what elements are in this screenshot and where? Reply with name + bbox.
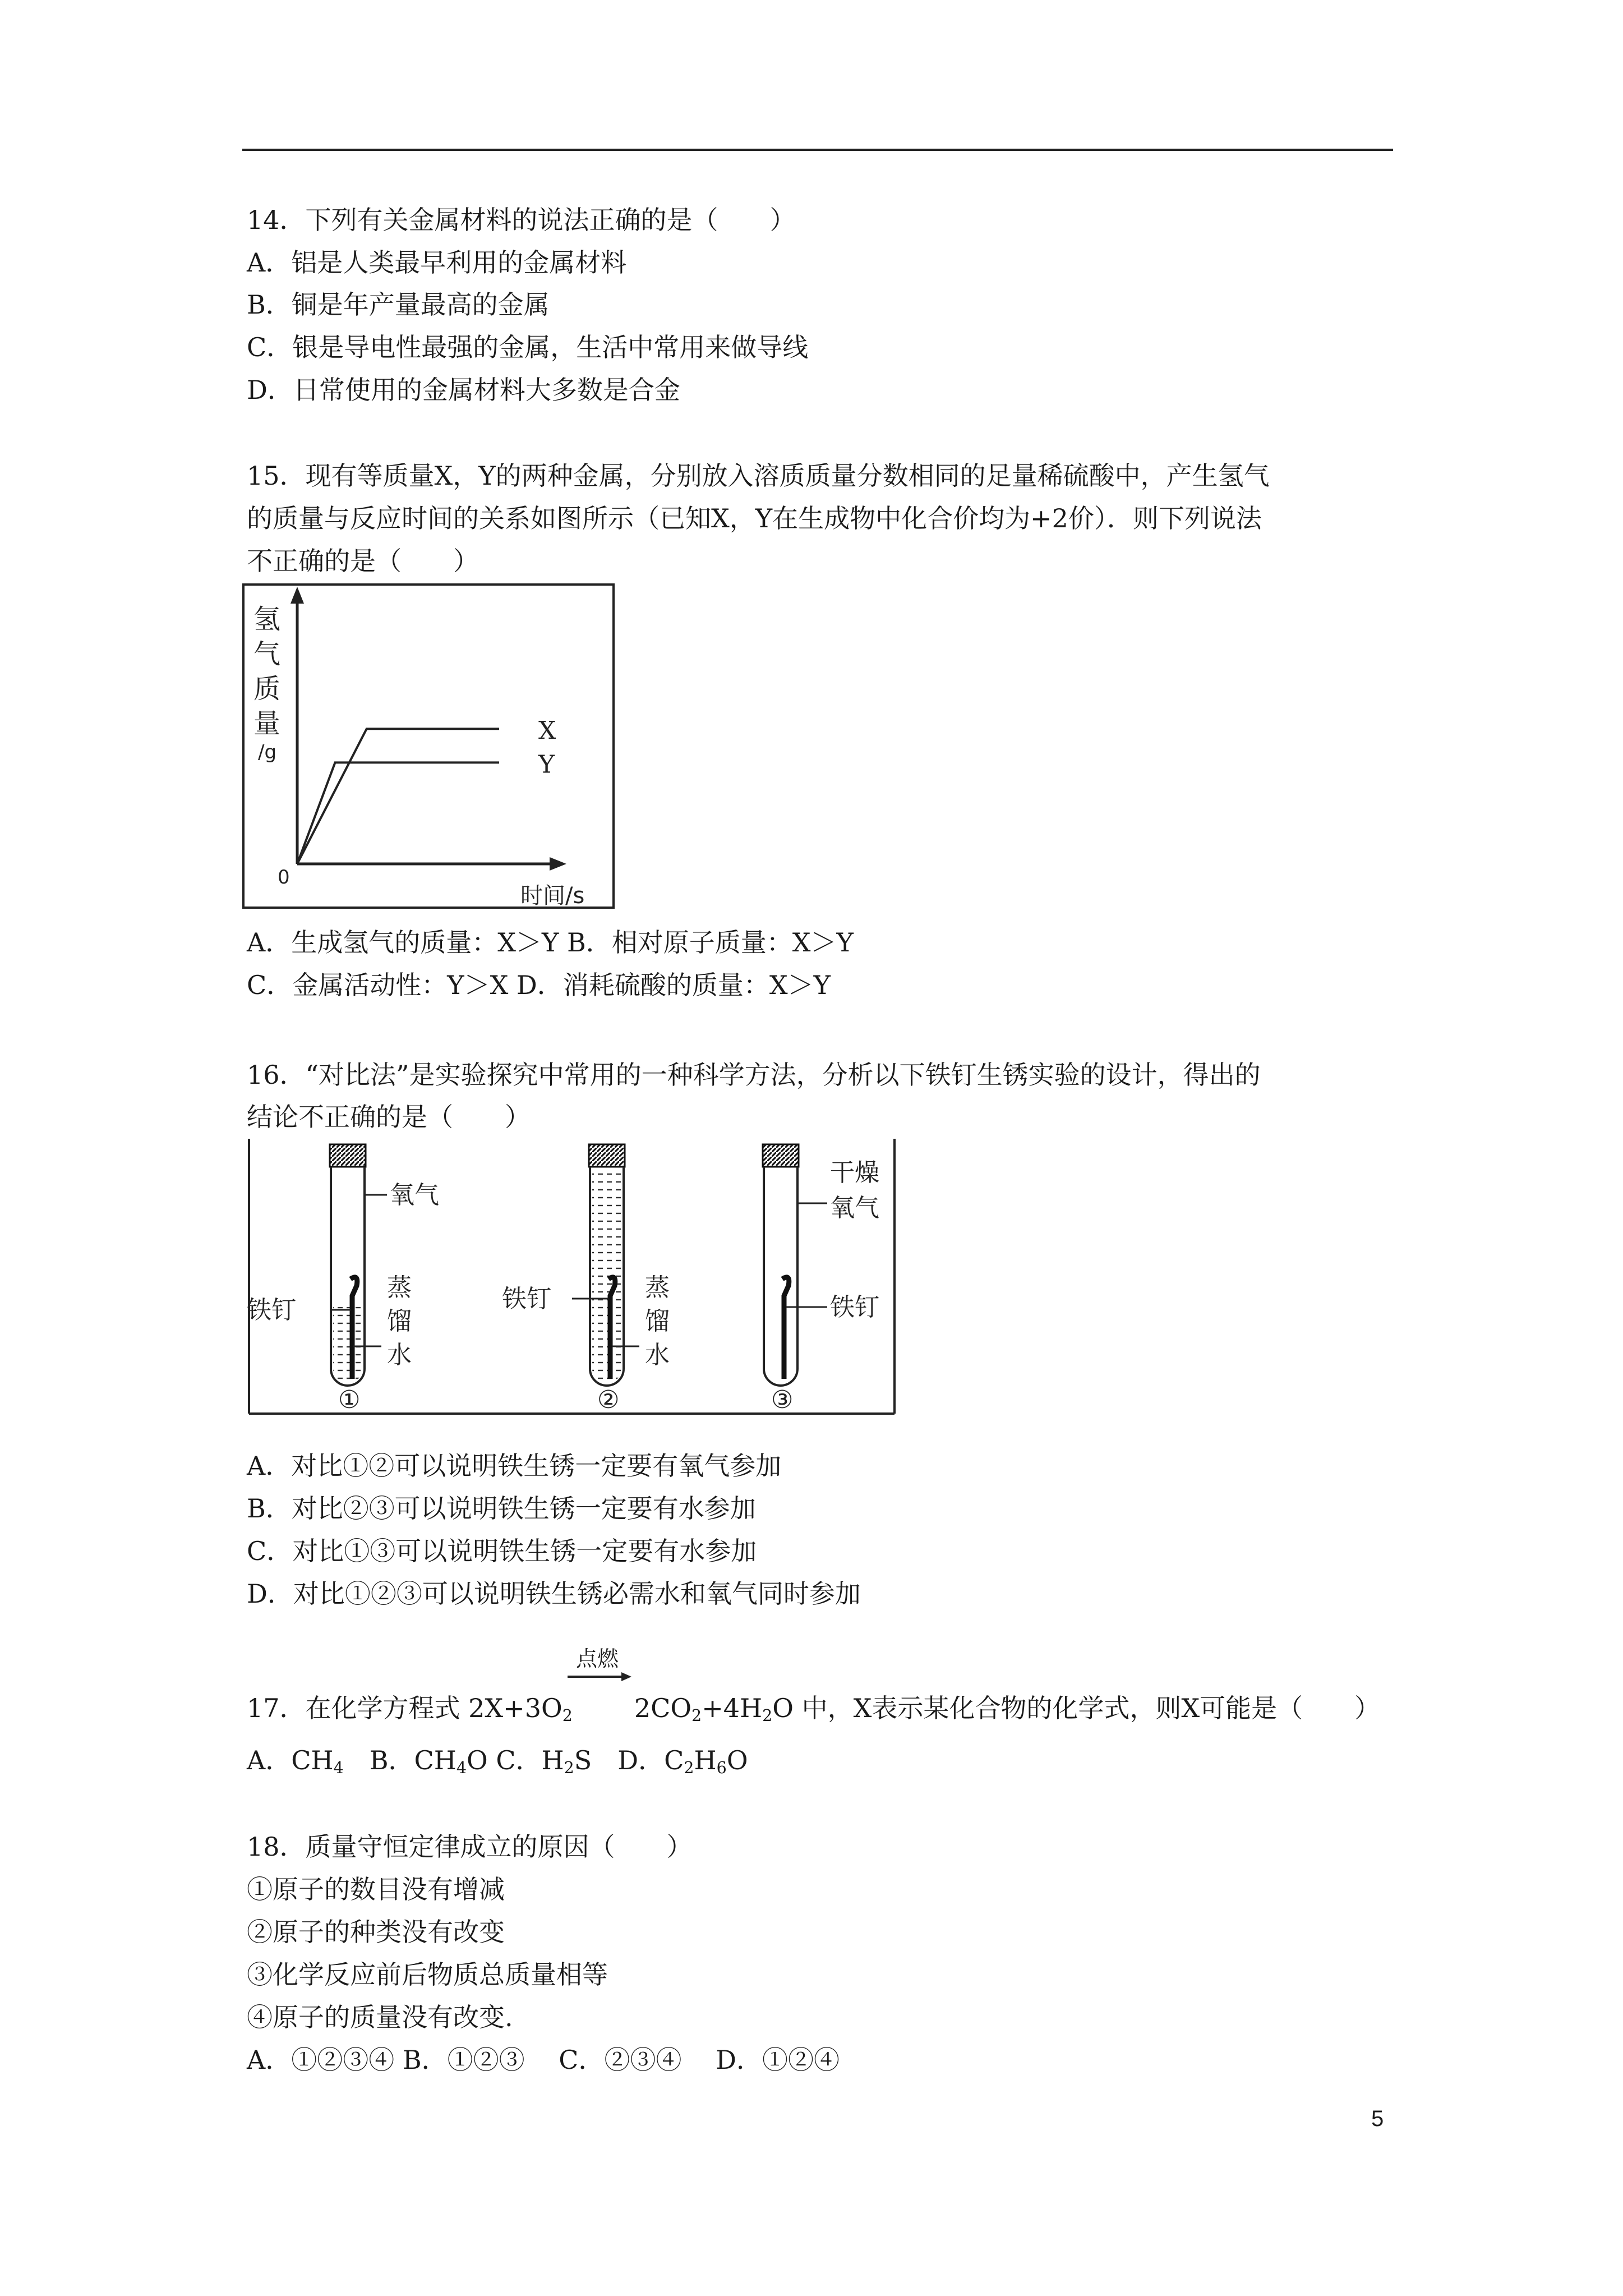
q16-option-a: A．对比①②可以说明铁生锈一定要有氧气参加 [247, 1451, 782, 1481]
q14-option-b: B．铜是年产量最高的金属 [247, 289, 550, 320]
q15-option-cd: C．金属活动性：Y＞X D．消耗硫酸的质量：X＞Y [247, 970, 831, 1000]
q16-stem-line-1: 16．“对比法”是实验探究中常用的一种科学方法，分析以下铁钉生锈实验的设计，得出的 [247, 1060, 1261, 1090]
origin-label: 0 [278, 866, 290, 889]
q15-stem-line-1: 15．现有等质量X，Y的两种金属，分别放入溶质质量分数相同的足量稀硫酸中，产生氢气 [247, 461, 1270, 491]
svg-text:水: 水 [387, 1341, 412, 1369]
q16-option-d: D．对比①②③可以说明铁生锈必需水和氧气同时参加 [247, 1579, 861, 1609]
test-tube-3 [763, 1144, 879, 1414]
svg-text:氧气: 氧气 [830, 1194, 879, 1222]
q15-stem-line-3: 不正确的是（ ） [247, 546, 479, 576]
svg-text:蒸: 蒸 [387, 1273, 412, 1302]
svg-text:铁钉: 铁钉 [247, 1296, 296, 1324]
y-label-char-4: 量 [253, 708, 281, 739]
q18-item-2: ②原子的种类没有改变 [247, 1917, 505, 1947]
x-label: 时间/s [520, 883, 585, 909]
series-label-x: X [538, 716, 556, 746]
q14-stem: 14．下列有关金属材料的说法正确的是（ ） [247, 205, 796, 235]
q18-stem: 18．质量守恒定律成立的原因（ ） [247, 1832, 693, 1862]
q14-option-a: A．铝是人类最早利用的金属材料 [247, 247, 627, 278]
series-line-y [297, 762, 499, 864]
y-label-char-1: 氢 [253, 604, 281, 635]
svg-text:干燥: 干燥 [830, 1158, 879, 1187]
reaction-arrow-icon [566, 1671, 634, 1688]
svg-text:铁钉: 铁钉 [502, 1285, 551, 1313]
svg-text:水: 水 [645, 1341, 670, 1369]
q16-option-b: B．对比②③可以说明铁生锈一定要有水参加 [247, 1493, 756, 1524]
q18-item-3: ③化学反应前后物质总质量相等 [247, 1959, 608, 1990]
header-rule [242, 149, 1393, 151]
q14-option-d: D．日常使用的金属材料大多数是合金 [247, 375, 680, 405]
svg-text:铁钉: 铁钉 [830, 1293, 879, 1322]
test-tube-1 [247, 1144, 439, 1414]
reaction-condition: 点燃 [566, 1646, 634, 1690]
hydrogen-time-chart [241, 578, 623, 914]
svg-text:①: ① [338, 1386, 361, 1414]
svg-text:③: ③ [771, 1386, 794, 1414]
svg-text:②: ② [597, 1386, 620, 1414]
svg-text:氧气: 氧气 [390, 1181, 439, 1209]
q17-stem: 17．在化学方程式 $2X+3O_2$ $2CO_2+4H_2O$ 中，X表示某化合物的化学式，则X可能是（ ） [247, 1693, 1381, 1726]
y-axis-arrow [291, 587, 304, 604]
svg-text:蒸: 蒸 [645, 1273, 670, 1302]
q16-stem-line-2: 结论不正确的是（ ） [247, 1102, 531, 1132]
x-axis-arrow [550, 857, 566, 871]
iron-rust-experiment-figure [247, 1139, 897, 1419]
page-number: 5 [1371, 2106, 1384, 2131]
q15-option-ab: A．生成氢气的质量：X＞Y B．相对原子质量：X＞Y [247, 927, 854, 958]
q18-item-1: ①原子的数目没有增减 [247, 1874, 505, 1904]
q16-option-c: C．对比①③可以说明铁生锈一定要有水参加 [247, 1536, 757, 1566]
test-tube-2 [502, 1144, 670, 1414]
q14-option-c: C．银是导电性最强的金属，生活中常用来做导线 [247, 332, 809, 362]
q17-options: A．$CH_4$ B．$CH_4O$ C．$H_2S$ D．$C_2H_6O$ [247, 1745, 748, 1778]
q15-stem-line-2: 的质量与反应时间的关系如图所示（已知X，Y在生成物中化合价均为+2价）．则下列说法 [247, 503, 1262, 533]
nail-3 [782, 1277, 789, 1379]
svg-text:馏: 馏 [645, 1307, 670, 1336]
y-label-char-2: 气 [253, 638, 281, 670]
q18-item-4: ④原子的质量没有改变. [247, 2002, 513, 2032]
series-line-x [297, 729, 499, 864]
svg-text:馏: 馏 [387, 1307, 412, 1336]
y-label-unit: /g [258, 741, 277, 763]
q18-options: A．①②③④ B．①②③ C．②③④ D．①②④ [247, 2045, 840, 2075]
y-label-char-3: 质 [253, 673, 281, 705]
series-label-y: Y [538, 750, 555, 779]
